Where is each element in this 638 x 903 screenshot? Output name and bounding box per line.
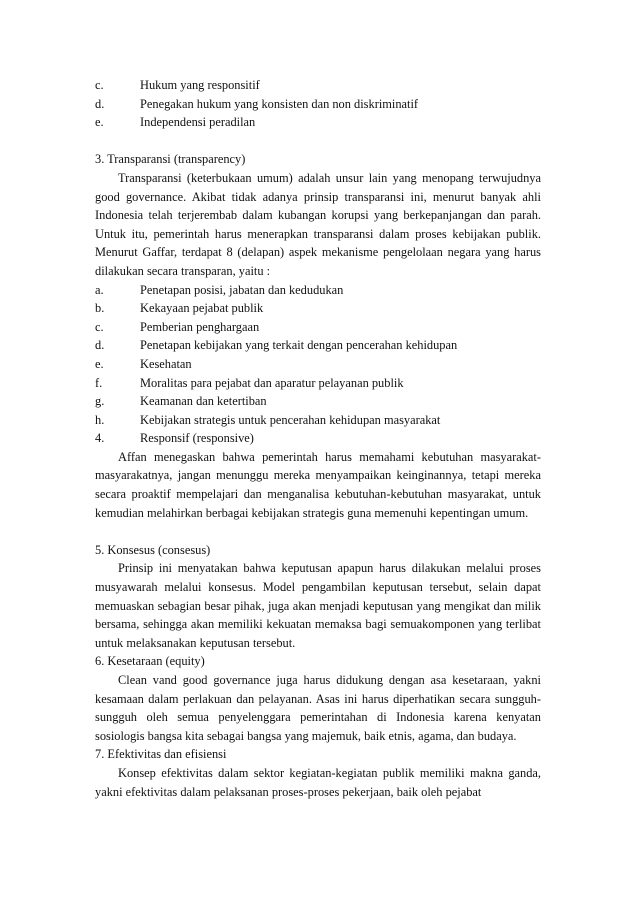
section-heading-responsif: 4. Responsif (responsive) bbox=[95, 431, 254, 446]
page-content bbox=[95, 76, 541, 801]
paragraph-kesetaraan: Clean vand good governance juga harus didukung dengan asa kesetaraan, yakni kesamaan dalam perlakuan dan pelayanan. Asas ini harus diperhatikan secara sungguh-sungguh oleh semua penyelenggara pemerintahan di Indonesia karena kenyatan sosiologis bangsa kita sebagai bangsa yang majemuk, baik etnis, agama, dan budaya. bbox=[95, 673, 541, 743]
list-item: c. Pemberian penghargaan bbox=[95, 319, 260, 334]
list-item: d. Penegakan hukum yang konsisten dan non diskriminatif bbox=[95, 96, 419, 111]
list-item: g. Keamanan dan ketertiban bbox=[95, 394, 267, 409]
section-heading-kesetaraan: 6. Kesetaraan (equity) bbox=[95, 654, 205, 669]
section-heading-transparansi: 3. Transparansi (transparency) bbox=[95, 152, 246, 167]
list-item: a. Penetapan posisi, jabatan dan kedudukan bbox=[95, 282, 344, 297]
spacer bbox=[95, 522, 541, 541]
list-item: e. Independensi peradilan bbox=[95, 115, 256, 130]
list-item: f. Moralitas para pejabat dan aparatur pelayanan publik bbox=[95, 375, 404, 390]
list-item: e. Kesehatan bbox=[95, 356, 192, 371]
paragraph-konsesus: Prinsip ini menyatakan bahwa keputusan apapun harus dilakukan melalui proses musyawarah melalui konsesus. Model pengambilan keputusan tersebut, selain dapat memuaskan sebagian besar pihak, juga akan menjadi keputusan yang mengikat dan milik bersama, sehingga akan memiliki kekuatan memaksa bagi semuakomponen yang terlibat untuk melaksanakan keputusan tersebut. bbox=[95, 561, 541, 650]
section-heading-efektivitas: 7. Efektivitas dan efisiensi bbox=[95, 747, 227, 762]
paragraph-efektivitas: Konsep efektivitas dalam sektor kegiatan-kegiatan publik memiliki makna ganda, yakni efektivitas dalam pelaksanan proses-proses pekerjaan, baik oleh pejabat bbox=[95, 765, 541, 799]
list-item: d. Penetapan kebijakan yang terkait dengan pencerahan kehidupan bbox=[95, 338, 458, 353]
paragraph-responsif: Affan menegaskan bahwa pemerintah harus memahami kebutuhan masyarakat-masyarakatnya, jangan menunggu mereka menyampaikan keinginannya, tetapi mereka secara proaktif mempelajari dan menganalisa kebutuhan-kebutuhan masyarakat, untuk kemudian melahirkan berbagai kebijakan strategis guna memenuhi kepentingan umum. bbox=[95, 449, 541, 520]
paragraph-transparansi: Transparansi (keterbukaan umum) adalah unsur lain yang menopang terwujudnya good governance. Akibat tidak adanya prinsip transparansi ini, menurut banyak ahli Indonesia telah terjerembab dalam kubangan korupsi yang berkepanjangan dan parah. Untuk itu, pemerintah harus menerapkan transparansi dalam proses kebijakan publik. Menurut Gaffar, terdapat 8 (delapan) aspek mekanisme pengelolaan negara yang harus dilakukan secara transparan, yaitu : bbox=[95, 170, 541, 278]
section-heading-konsesus: 5. Konsesus (consesus) bbox=[95, 542, 211, 557]
list-item: h. Kebijakan strategis untuk pencerahan kehidupan masyarakat bbox=[95, 412, 441, 427]
list-item: b. Kekayaan pejabat publik bbox=[95, 301, 264, 316]
spacer bbox=[95, 132, 541, 151]
list-item: c. Hukum yang responsitif bbox=[95, 78, 260, 92]
